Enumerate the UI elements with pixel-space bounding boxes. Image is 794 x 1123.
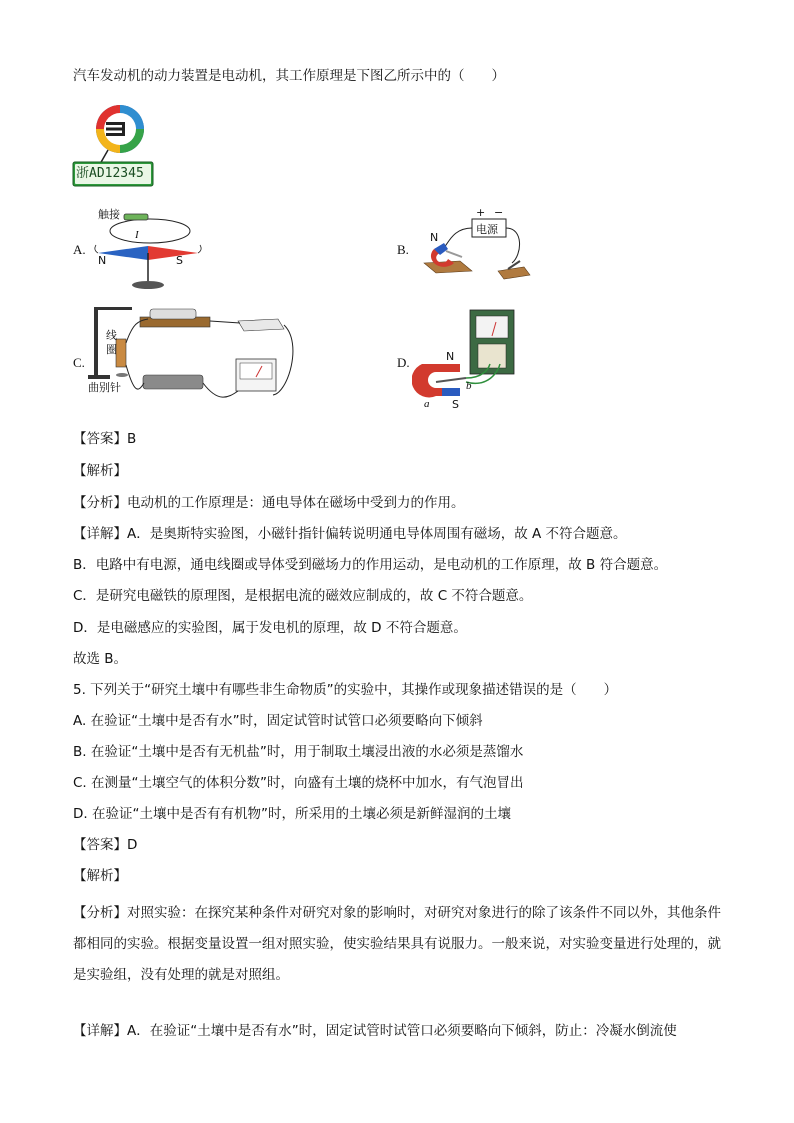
question-intro: 汽车发动机的动力装置是电动机，其工作原理是下图乙所示中的（ ） [73, 68, 505, 84]
wire-b-label: b [466, 380, 472, 392]
q4-detail-a: 【详解】A．是奥斯特实验图，小磁针指针偏转说明通电导体周围有磁场，故 A 不符合题意。 [73, 526, 627, 542]
current-label: I [135, 229, 139, 241]
q4-answer: 【答案】B [73, 431, 137, 447]
pin-label: 曲别针 [88, 381, 121, 394]
motor-diagram [412, 205, 537, 290]
q4-analysis-title: 【解析】 [73, 463, 127, 479]
q5-answer: 【答案】D [73, 837, 138, 853]
option-b-figure [412, 205, 537, 290]
option-c-figure [88, 303, 298, 408]
q5-option-b: B. 在验证“土壤中是否有无机盐”时，用于制取土壤浸出液的水必须是蒸馏水 [73, 744, 524, 760]
q5-analysis-title: 【解析】 [73, 868, 127, 884]
q4-analysis: 【分析】电动机的工作原理是：通电导体在磁场中受到力的作用。 [73, 495, 465, 511]
q4-detail-d: D．是电磁感应的实验图，属于发电机的原理，故 D 不符合题意。 [73, 620, 467, 636]
needle-n-label: N [98, 254, 107, 267]
q4-detail-c: C．是研究电磁铁的原理图，是根据电流的磁效应制成的，故 C 不符合题意。 [73, 588, 533, 604]
option-a-label: A. [73, 242, 86, 257]
q4-detail-b: B．电路中有电源，通电线圈或导体受到磁场力的作用运动，是电动机的工作原理，故 B 符合题意。 [73, 557, 668, 573]
coil-label-1: 线 [106, 329, 117, 342]
option-d-figure [412, 308, 522, 413]
needle-s-label: S [176, 254, 183, 267]
plate-province: 浙A [76, 166, 97, 181]
plus-label: + [476, 206, 486, 219]
option-a-figure [88, 203, 208, 293]
magnet-d-s-label: S [452, 398, 459, 411]
minus-label: − [494, 206, 504, 219]
ev-logo-figure [72, 102, 156, 188]
coil-label-2: 圈 [106, 343, 117, 356]
q5-detail-a: 【详解】A．在验证“土壤中是否有水”时，固定试管时试管口必须要略向下倾斜，防止：冷凝水倒流使 [73, 1023, 677, 1039]
q5-option-c: C. 在测量“土壤空气的体积分数”时，向盛有土壤的烧杯中加水，有气泡冒出 [73, 775, 524, 791]
magnet-d-n-label: N [446, 350, 455, 363]
option-b-label: B. [397, 242, 409, 257]
option-d-label: D. [397, 355, 410, 370]
plate-number: D12345 [96, 166, 144, 181]
q5-option-d: D. 在验证“土壤中是否有有机物”时，所采用的土壤必须是新鲜湿润的土壤 [73, 806, 511, 822]
q5-analysis: 【分析】对照实验：在探究某种条件对研究对象的影响时，对研究对象进行的除了该条件不同以外，其他条件都相同的实验。根据变量设置一组对照实验，使实验结果具有说服力。一般来说，对实验变量进行处理的，就是实验组，没有处理的就是对照组。 [73, 905, 721, 983]
touch-label: 触接 [98, 208, 120, 221]
wire-a-label: a [424, 398, 430, 410]
power-label: 电源 [476, 223, 498, 236]
magnet-n-label: N [430, 231, 439, 244]
q4-conclusion: 故选 B。 [73, 651, 128, 667]
option-c-label: C. [73, 355, 85, 370]
q5-stem: 5. 下列关于“研究土壤中有哪些非生命物质”的实验中，其操作或现象描述错误的是（ ） [73, 682, 618, 698]
q5-option-a: A. 在验证“土壤中是否有水”时，固定试管时试管口必须要略向下倾斜 [73, 713, 483, 729]
